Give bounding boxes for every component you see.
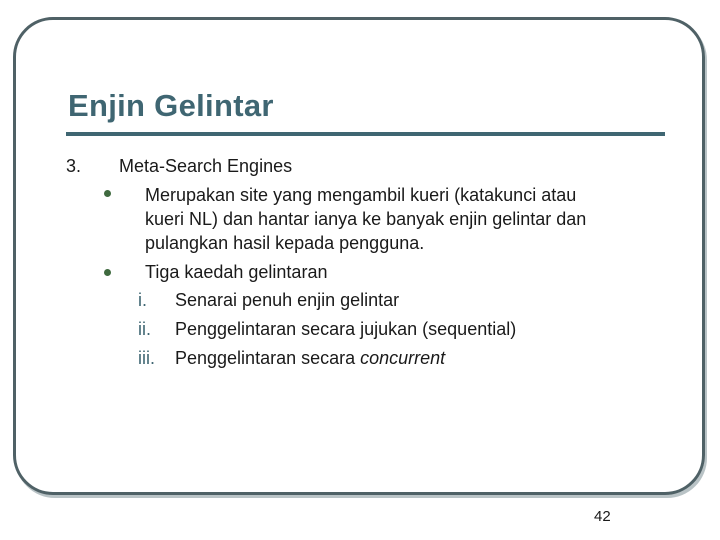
- bullet1-line3: pulangkan hasil kepada pengguna.: [145, 233, 425, 253]
- bullet-icon: [104, 190, 111, 197]
- subitem-text-iii-italic: concurrent: [360, 348, 446, 368]
- subitem-marker-i: i.: [138, 290, 147, 310]
- bullet1-line1: Merupakan site yang mengambil kueri (katakunci atau: [145, 185, 577, 205]
- bullet2-text: Tiga kaedah gelintaran: [145, 262, 328, 282]
- bullet1-line2: kueri NL) dan hantar ianya ke banyak enjin gelintar dan: [145, 209, 587, 229]
- subitem-text-iii: [175, 347, 445, 369]
- subitem-text-ii: Penggelintaran secara jujukan (sequential): [175, 319, 517, 339]
- item-heading: Meta-Search Engines: [119, 156, 293, 176]
- title-underline: [66, 132, 665, 136]
- page-number: 42: [594, 508, 611, 525]
- subitem-text-iii-prefix: Penggelintaran secara: [175, 348, 361, 368]
- subitem-marker-iii: iii.: [138, 348, 155, 368]
- slide-title: Enjin Gelintar: [68, 88, 274, 123]
- subitem-marker-ii: ii.: [138, 319, 151, 339]
- subitem-text-i: Senarai penuh enjin gelintar: [175, 290, 400, 310]
- bullet-icon: [104, 269, 111, 276]
- item-number: 3.: [66, 156, 82, 176]
